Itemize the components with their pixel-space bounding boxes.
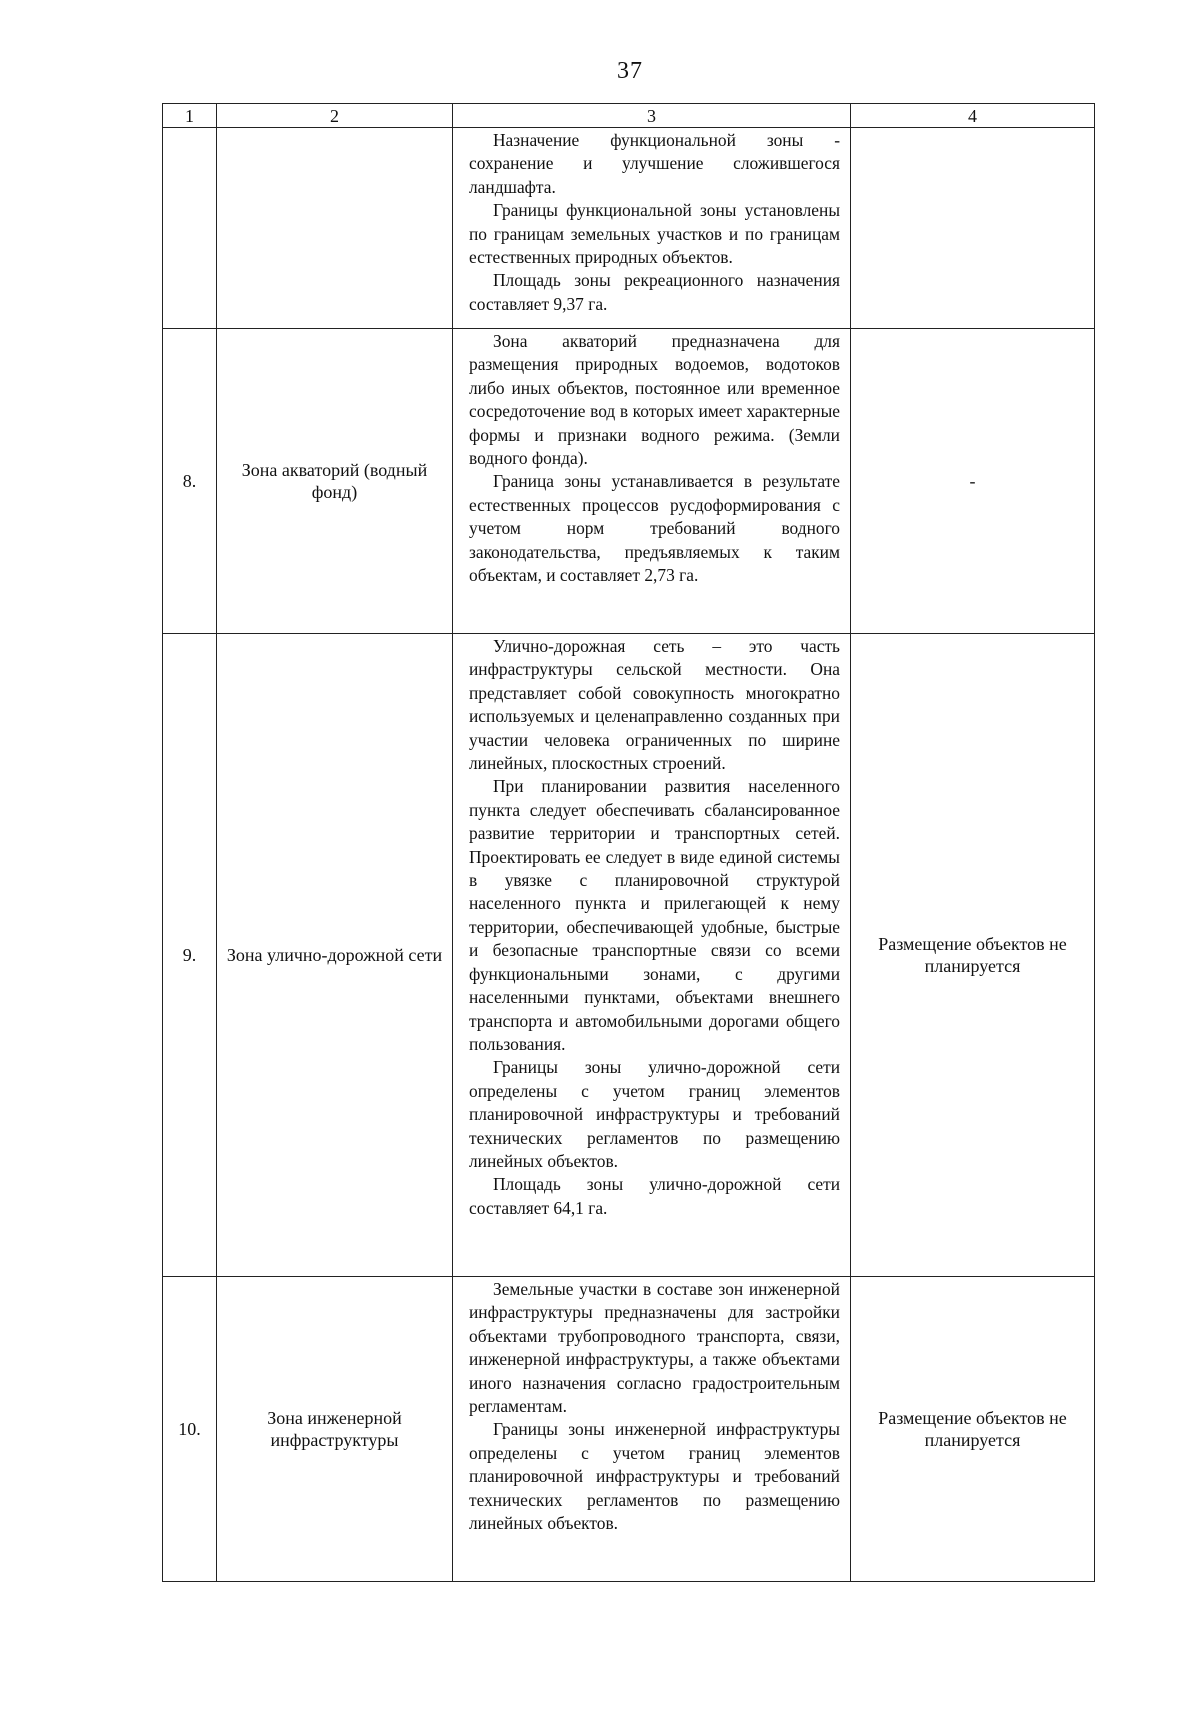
header-cell-3: 3 (453, 104, 851, 128)
header-cell-1: 1 (163, 104, 217, 128)
header-row (163, 104, 1095, 128)
table-row (163, 329, 1095, 634)
zones-table (162, 103, 1095, 1582)
row-number: 8. (163, 329, 217, 634)
description-paragraph: Земельные участки в составе зон инженерной инфраструктуры предназначены для застройки объектами трубопроводного транспорта, связи, инженерной инфраструктуры, а также объектами иного назначения согласно градостроительным регламентам. (469, 1279, 840, 1417)
zone-description (453, 329, 851, 634)
description-paragraph: Зона акваторий предназначена для размещения природных водоемов, водотоков либо иных объектов, постоянное или временное сосредоточение вод в которых имеет характерные формы и признаки водного режима. (Земли водного фонда). (469, 331, 840, 469)
placement-note: - (851, 329, 1095, 634)
header-cell-4: 4 (851, 104, 1095, 128)
description-paragraph: Улично-дорожная сеть – это часть инфраструктуры сельской местности. Она представляет собой совокупность многократно используемых и целенаправленно созданных при участии человека ограниченных по ширине линейных, плоскостных строений. (469, 636, 840, 774)
description-paragraph: Граница зоны устанавливается в результате естественных процессов русдоформирования с учетом норм требований водного законодательства, предъявляемых к таким объектам, и составляет 2,73 га. (469, 471, 840, 586)
description-paragraph: При планировании развития населенного пункта следует обеспечивать сбалансированное развитие территории и транспортных сетей. Проектировать ее следует в виде единой системы в увязке с планировочной структурой населенного пункта и прилегающей к нему территории, обеспечивающей удобные, быстрые и безопасные транспортные связи со всеми функциональными зонами, с другими населенными пунктами, объектами внешнего транспорта и автомобильными дорогами общего пользования. (469, 776, 840, 1054)
row-number (163, 128, 217, 329)
header-cell-2: 2 (217, 104, 453, 128)
zone-name: Зона улично-дорожной сети (217, 634, 453, 1277)
placement-note: Размещение объектов не планируется (851, 1277, 1095, 1582)
placement-note: Размещение объектов не планируется (851, 634, 1095, 1277)
zone-name (217, 128, 453, 329)
description-paragraph: Площадь зоны рекреационного назначения составляет 9,37 га. (469, 270, 840, 314)
description-paragraph: Назначение функциональной зоны - сохранение и улучшение сложившегося ландшафта. (469, 130, 840, 197)
zone-name: Зона акваторий (водный фонд) (217, 329, 453, 634)
row-number: 9. (163, 634, 217, 1277)
table-row (163, 128, 1095, 329)
description-paragraph: Границы зоны улично-дорожной сети определены с учетом границ элементов планировочной инфраструктуры и требований технических регламентов по размещению линейных объектов. (469, 1057, 840, 1171)
row-number: 10. (163, 1277, 217, 1582)
table-row (163, 1277, 1095, 1582)
placement-note (851, 128, 1095, 329)
description-paragraph: Площадь зоны улично-дорожной сети составляет 64,1 га. (469, 1174, 840, 1218)
zone-name: Зона инженерной инфраструктуры (217, 1277, 453, 1582)
zone-description (453, 128, 851, 329)
zone-description (453, 1277, 851, 1582)
description-paragraph: Границы функциональной зоны установлены по границам земельных участков и по границам естественных природных объектов. (469, 200, 840, 268)
page-number: 37 (617, 58, 643, 84)
table-row (163, 634, 1095, 1277)
zone-description (453, 634, 851, 1277)
description-paragraph: Границы зоны инженерной инфраструктуры определены с учетом границ элементов планировочной инфраструктуры и требований технических регламентов по размещению линейных объектов. (469, 1419, 840, 1534)
